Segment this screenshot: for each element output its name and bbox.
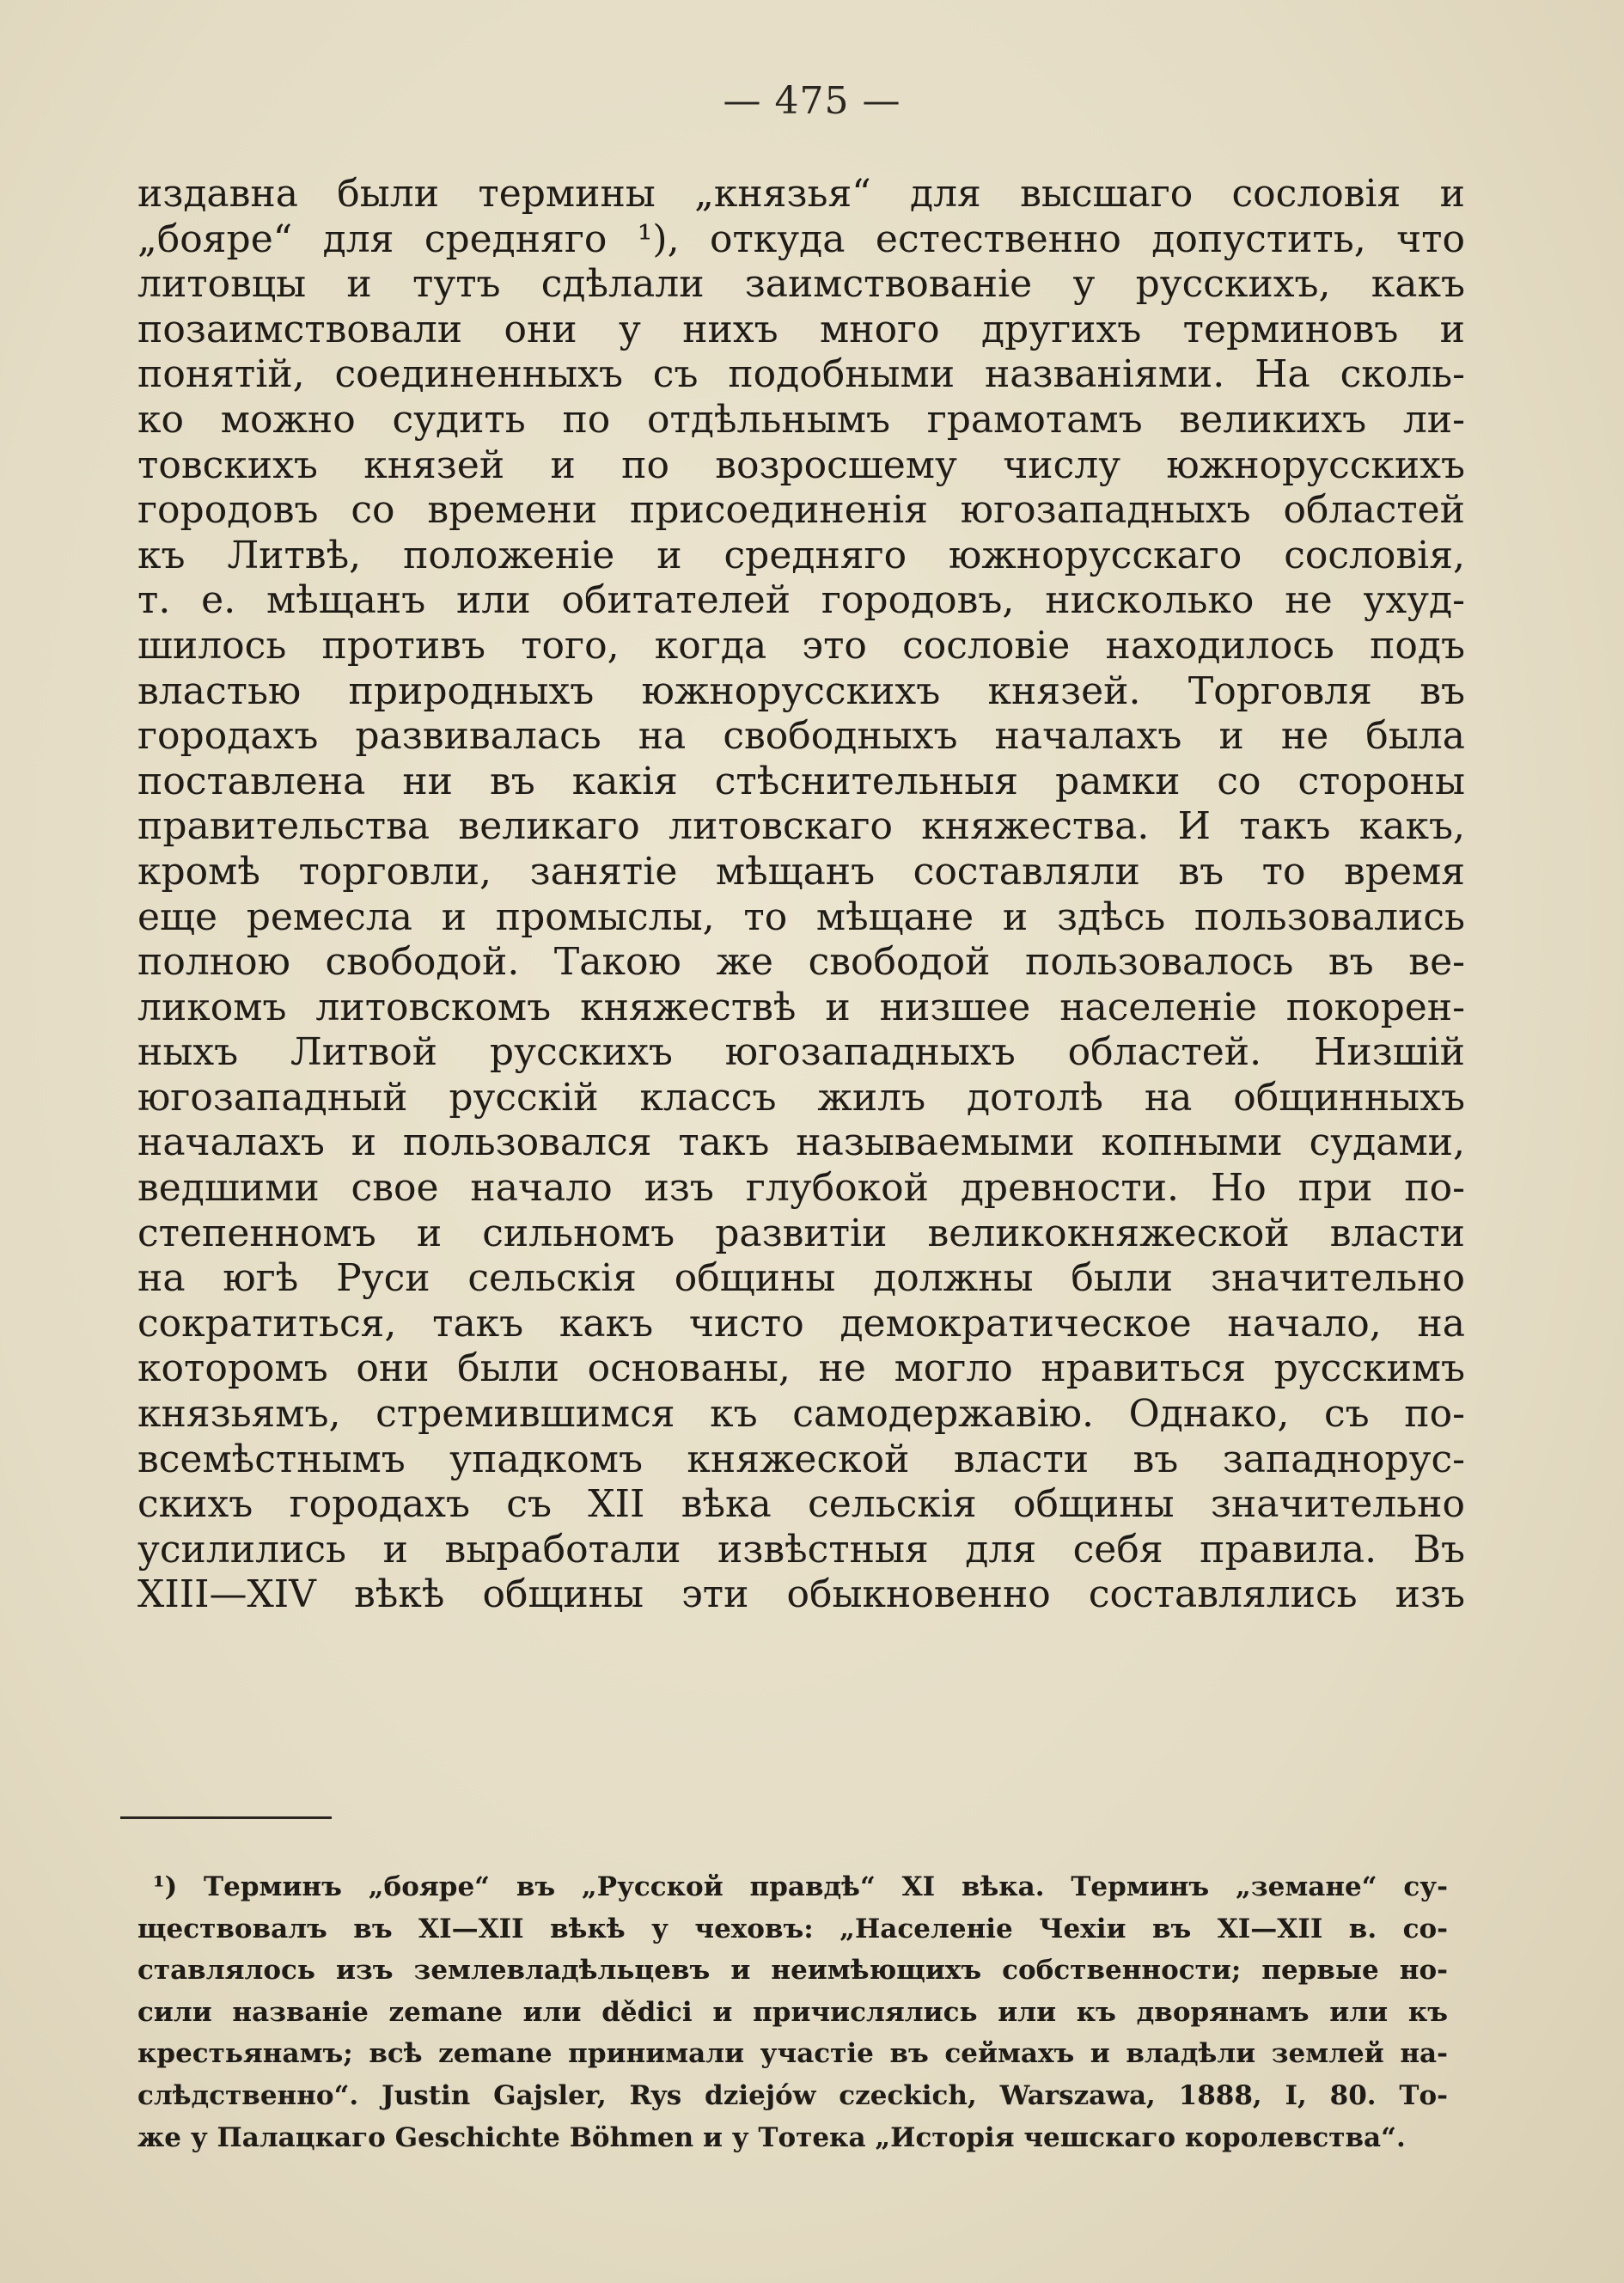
body-line: товскихъ князей и по возросшему числу южнорусскихъ [137,443,1465,487]
body-line: началахъ и пользовался такъ называемыми копными судами, [137,1120,1465,1165]
body-line: ко можно судить по отдѣльнымъ грамотамъ великихъ ли- [137,397,1465,442]
body-line: „бояре“ для средняго ¹), откуда естественно допустить, что [137,217,1465,261]
body-line: которомъ они были основаны, не могло нравиться русскимъ [137,1346,1465,1391]
body-line: т. е. мѣщанъ или обитателей городовъ, нисколько не ухуд- [137,578,1465,623]
body-line: шилось противъ того, когда это сословіе находилось подъ [137,623,1465,668]
body-line: князьямъ, стремившимся къ самодержавію. Однако, съ по- [137,1392,1465,1437]
body-line: къ Литвѣ, положеніе и средняго южнорусскаго сословія, [137,533,1465,577]
footnote-line: ¹) Терминъ „бояре“ въ „Русской правдѣ“ XI вѣка. Терминъ „земане“ су- [153,1871,1448,1902]
body-line: издавна были термины „князья“ для высшаго сословія и [137,172,1465,216]
footnote-line: крестьянамъ; всѣ zemane принимали участіе въ сеймахъ и владѣли землей на- [137,2038,1448,2070]
page-number: — 475 — [723,79,901,123]
body-line: правительства великаго литовскаго княжества. И такъ какъ, [137,804,1465,849]
body-line: сократиться, такъ какъ чисто демократическое начало, на [137,1301,1465,1346]
body-line: ликомъ литовскомъ княжествѣ и низшее населеніе покорен- [137,985,1465,1029]
body-line: XIII—XIV вѣкѣ общины эти обыкновенно составлялись изъ [137,1572,1465,1617]
body-line: кромѣ торговли, занятіе мѣщанъ составляли въ то время [137,849,1465,894]
body-line: поставлена ни въ какія стѣснительныя рамки со стороны [137,759,1465,803]
body-line: позаимствовали они у нихъ много другихъ терминовъ и [137,307,1465,351]
body-line: литовцы и тутъ сдѣлали заимствованіе у русскихъ, какъ [137,262,1465,307]
body-line: полною свободой. Такою же свободой пользовалось въ ве- [137,940,1465,985]
body-line: городовъ со времени присоединенія югозападныхъ областей [137,488,1465,533]
body-line: ныхъ Литвой русскихъ югозападныхъ областей. Низшій [137,1030,1465,1075]
body-line: еще ремесла и промыслы, то мѣщане и здѣсь пользовались [137,894,1465,939]
body-line: ведшими свое начало изъ глубокой древности. Но при по- [137,1166,1465,1211]
body-line: усилились и выработали извѣстныя для себя правила. Въ [137,1527,1465,1572]
body-line: городахъ развивалась на свободныхъ началахъ и не была [137,714,1465,759]
body-line: властью природныхъ южнорусскихъ князей. Торговля въ [137,668,1465,713]
body-line: степенномъ и сильномъ развитіи великокняжеской власти [137,1211,1465,1255]
body-line: югозападный русскій классъ жилъ дотолѣ на общинныхъ [137,1075,1465,1120]
footnote-divider [120,1816,332,1819]
footnote-line: слѣдственно“. Justin Gajsler, Rys dziejów czeckich, Warszawa, 1888, I, 80. То- [137,2079,1448,2111]
footnote-line: ставлялось изъ землевладѣльцевъ и неимѣющихъ собственности; первые но- [137,1955,1448,1987]
body-line: понятій, соединенныхъ съ подобными названіями. На сколь- [137,352,1465,397]
body-line: всемѣстнымъ упадкомъ княжеской власти въ западнорус- [137,1437,1465,1481]
body-text [137,172,1465,1618]
footnote-line: сили названіе zemane или dědici и причислялись или къ дворянамъ или къ [137,1996,1448,2028]
body-line: скихъ городахъ съ XII вѣка сельскія общины значительно [137,1482,1465,1527]
body-line: на югѣ Руси сельскія общины должны были значительно [137,1256,1465,1301]
footnote-line: ществовалъ въ XI—XII вѣкѣ у чеховъ: „Населеніе Чехіи въ XI—XII в. со- [137,1913,1448,1944]
footnotes [137,1866,1448,2158]
footnote-line: же у Палацкаго Geschichte Böhmen и у Тотека „Исторія чешскаго королевства“. [137,2121,1406,2153]
